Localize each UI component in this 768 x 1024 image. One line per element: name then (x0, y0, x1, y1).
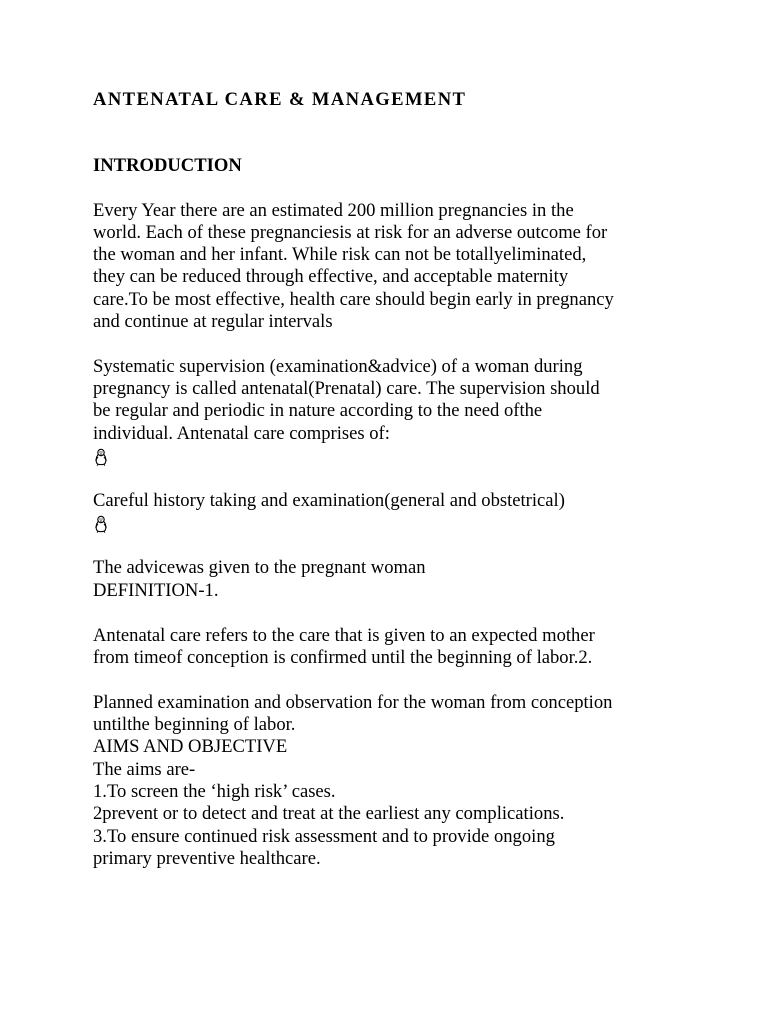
document-title: ANTENATAL CARE & MANAGEMENT (93, 89, 467, 110)
text-line: AIMS AND OBJECTIVE (93, 736, 288, 757)
text-line: pregnancy is called antenatal(Prenatal) care. The supervision should (93, 378, 600, 399)
text-line: Antenatal care refers to the care that is given to an expected mother (93, 625, 595, 646)
text-line: primary preventive healthcare. (93, 848, 321, 869)
text-line: 2prevent or to detect and treat at the earliest any complications. (93, 803, 565, 824)
text-line: world. Each of these pregnanciesis at risk for an adverse outcome for (93, 222, 608, 243)
text-line: the woman and her infant. While risk can not be totallyeliminated, (93, 244, 587, 265)
text-line: Careful history taking and examination(general and obstetrical) (93, 490, 565, 511)
text-line: untilthe beginning of labor. (93, 714, 296, 735)
text-line: 3.To ensure continued risk assessment and to provide ongoing (93, 826, 555, 847)
penguin-icon (93, 448, 109, 466)
penguin-icon (93, 515, 109, 533)
text-line: be regular and periodic in nature according to the need ofthe (93, 400, 543, 421)
text-line: 1.To screen the ‘high risk’ cases. (93, 781, 336, 802)
text-line: from timeof conception is confirmed until the beginning of labor.2. (93, 647, 593, 668)
text-line: The aims are- (93, 759, 196, 780)
section-heading-introduction: INTRODUCTION (93, 155, 242, 176)
text-line: Systematic supervision (examination&advice) of a woman during (93, 356, 583, 377)
text-line: and continue at regular intervals (93, 311, 333, 332)
text-line: individual. Antenatal care comprises of: (93, 423, 390, 444)
text-line: DEFINITION-1. (93, 580, 219, 601)
text-line: Every Year there are an estimated 200 million pregnancies in the (93, 200, 574, 221)
text-line: care.To be most effective, health care should begin early in pregnancy (93, 289, 614, 310)
text-line: they can be reduced through effective, and acceptable maternity (93, 266, 569, 287)
text-line: The advicewas given to the pregnant woman (93, 557, 426, 578)
text-line: Planned examination and observation for the woman from conception (93, 692, 613, 713)
